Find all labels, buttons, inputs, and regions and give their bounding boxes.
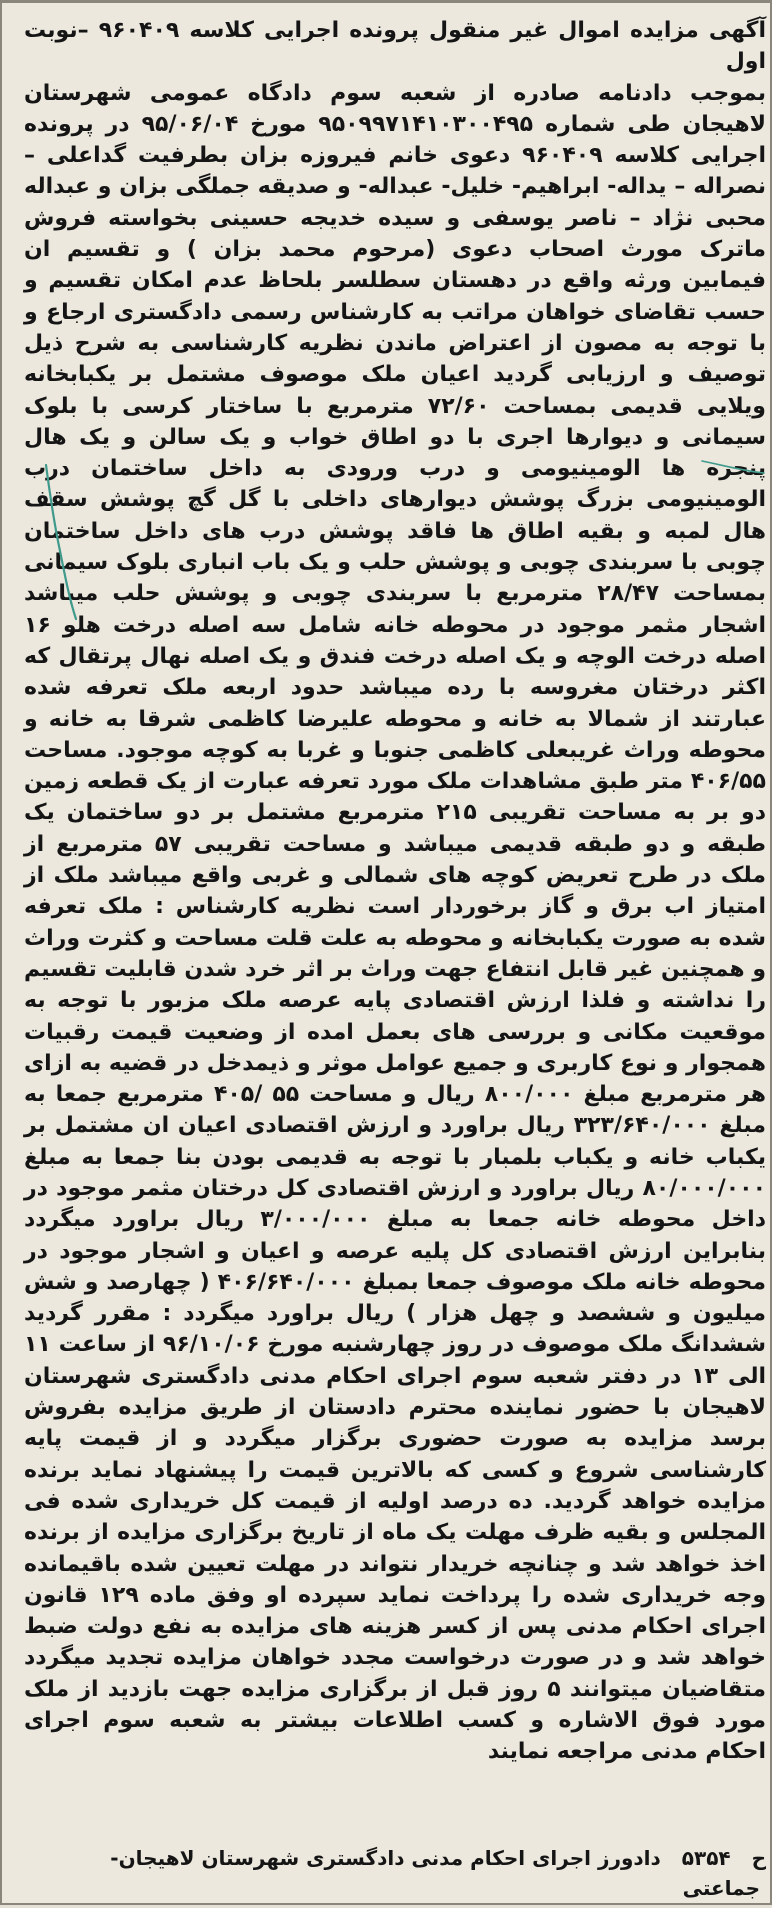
footer-signature-name: جماعتی xyxy=(682,1876,760,1900)
notice-body: بموجب دادنامه صادره از شعبه سوم دادگاه عمومی شهرستان لاهیجان طی شماره ۹۵۰۹۹۷۱۴۱۰۳۰۰۴۹۵ مورخ ۹۵/۰۶/۰۴ در پرونده اجرایی کلاسه ۹۶۰۴۰۹ دعوی خانم فیروزه بزان بطرفیت گداعلی – نصراله – یداله- ابراهیم- خلیل- عبداله- و صدیقه جملگی بزان و عبداله محبی نژاد – ناصر یوسفی و سیده خدیجه حسینی بخواسته فروش ماترک مورث اصحاب دعوی (مرحوم محمد بزان ) و تقسیم ان فیمابین ورثه واقع در دهستان سطلسر بلحاظ عدم امکان تقسیم و حسب تقاضای خواهان مراتب به کارشناس رسمی دادگستری ارجاع و با توجه به مصون از اعتراض ماندن نظریه کارشناسی به شرح ذیل توصیف و ارزیابی گردید اعیان ملک موصوف مشتمل بر یکبابخانه ویلایی قدیمی بمساحت ۷۲/۶۰ مترمربع با ساختار کرسی با بلوک سیمانی و دیوارها اجری با دو اطاق خواب و یک سالن و یک هال پنجره ها الومینیومی و درب ورودی به داخل ساختمان درب الومینیومی بزرگ پوشش دیوارهای داخلی با گل گچ پوشش سقف هال لمبه و بقیه اطاق ها فاقد پوشش درب های داخل ساختمان چوبی با سربندی چوبی و پوشش حلب و یک باب انباری بلوک سیمانی بمساحت ۲۸/۴۷ مترمربع با سربندی چوبی و پوشش حلب میباشد اشجار مثمر موجود در محوطه خانه شامل سه اصله درخت هلو ۱۶ اصله درخت الوچه و یک اصله درخت فندق و یک اصله نهال پرتقال که اکثر درختان مغروسه با رده میباشد حدود اربعه ملک تعرفه شده عبارتند از شمالا به خانه و محوطه علیرضا کاظمی شرقا به خانه و محوطه وراث غریبعلی کاظمی جنوبا و غربا به کوچه موجود. مساحت ۴۰۶/۵۵ متر طبق مشاهدات ملک مورد تعرفه عبارت از یک قطعه زمین دو بر به مساحت تقریبی ۲۱۵ مترمربع مشتمل بر دو ساختمان یک طبقه و دو طبقه قدیمی میباشد و مساحت تقریبی ۵۷ مترمربع از ملک در طرح تعریض کوچه های شمالی و غربی واقع میباشد ملک از امتیاز اب برق و گاز برخوردار است نظریه کارشناس : ملک تعرفه شده به صورت یکبابخانه و محوطه به علت قلت مساحت و کثرت وراث و همچنین غیر قابل انتفاع جهت وراث بر اثر خرد شدن قابلیت تقسیم را نداشته و فلذا ارزش اقتصادی پایه عرصه ملک مزبور با توجه به موقعیت مکانی و بررسی های بعمل امده از وضعیت قیمت رقبیات همجوار و نوع کاربری و جمیع عوامل موثر و ذیمدخل در قضیه به ازای هر مترمربع مبلغ ۸۰۰/۰۰۰ ریال و مساحت ۵۵ /۴۰۵ مترمربع جمعا به مبلغ ۳۲۳/۶۴۰/۰۰۰ ریال براورد و ارزش اقتصادی اعیان ان مشتمل بر یکباب خانه و یکباب بلمبار با توجه به قدیمی بودن بنا جمعا به مبلغ ۸۰/۰۰۰/۰۰۰ ریال براورد و ارزش اقتصادی کل درختان مثمر موجود در داخل محوطه خانه جمعا به مبلغ ۳/۰۰۰/۰۰۰ ریال براورد میگردد بنابراین ارزش اقتصادی کل پلیه عرصه و اعیان و اشجار موجود در محوطه خانه ملک موصوف جمعا بمبلغ ۴۰۶/۶۴۰/۰۰۰ ( چهارصد و شش میلیون و ششصد و چهل هزار ) ریال براورد میگردد : مقرر گردید ششدانگ ملک موصوف در روز چهارشنبه مورخ ۹۶/۱۰/۰۶ از ساعت ۱۱ الی ۱۳ در دفتر شعبه سوم اجرای احکام مدنی دادگستری شهرستان لاهیجان با حضور نماینده محترم دادستان از طریق مزایده بفروش برسد مزایده به صورت حضوری برگزار میگردد و از قیمت پایه کارشناسی شروع و کسی که بالاترین قیمت را پیشنهاد نماید برنده مزایده خواهد گردید. ده درصد اولیه از قیمت کل خریداری شده فی المجلس و بقیه ظرف مهلت یک ماه از تاریخ برگزاری مزایده از برنده اخذ خواهد شد و چنانچه خریدار نتواند در مهلت تعیین شده باقیمانده وجه خریداری شده را پرداخت نماید سپرده او وفق ماده ۱۲۹ قانون اجرای احکام مدنی پس از کسر هزینه های مزایده به نفع دولت ضبط خواهد شد و در صورت درخواست مجدد خواهان مزایده تجدید میگردد متقاضیان میتوانند ۵ روز قبل از برگزاری مزایده جهت بازدید از ملک مورد فوق الاشاره و کسب اطلاعات بیشتر به شعبه سوم اجرای احکام مدنی مراجعه نمایند xyxy=(24,80,767,1765)
footer-code-prefix: ح xyxy=(751,1846,766,1870)
auction-notice xyxy=(24,15,766,1768)
footer-code: ۵۳۵۴ xyxy=(681,1846,731,1870)
footer-signature: دادورز اجرای احکام مدنی دادگستری شهرستان لاهیجان- xyxy=(110,1846,661,1870)
notice-footer xyxy=(24,1844,766,1872)
notice-headline: آگهی مزایده اموال غیر منقول پرونده اجرایی کلاسه ۹۶۰۴۰۹ –نوبت اول xyxy=(24,18,767,75)
